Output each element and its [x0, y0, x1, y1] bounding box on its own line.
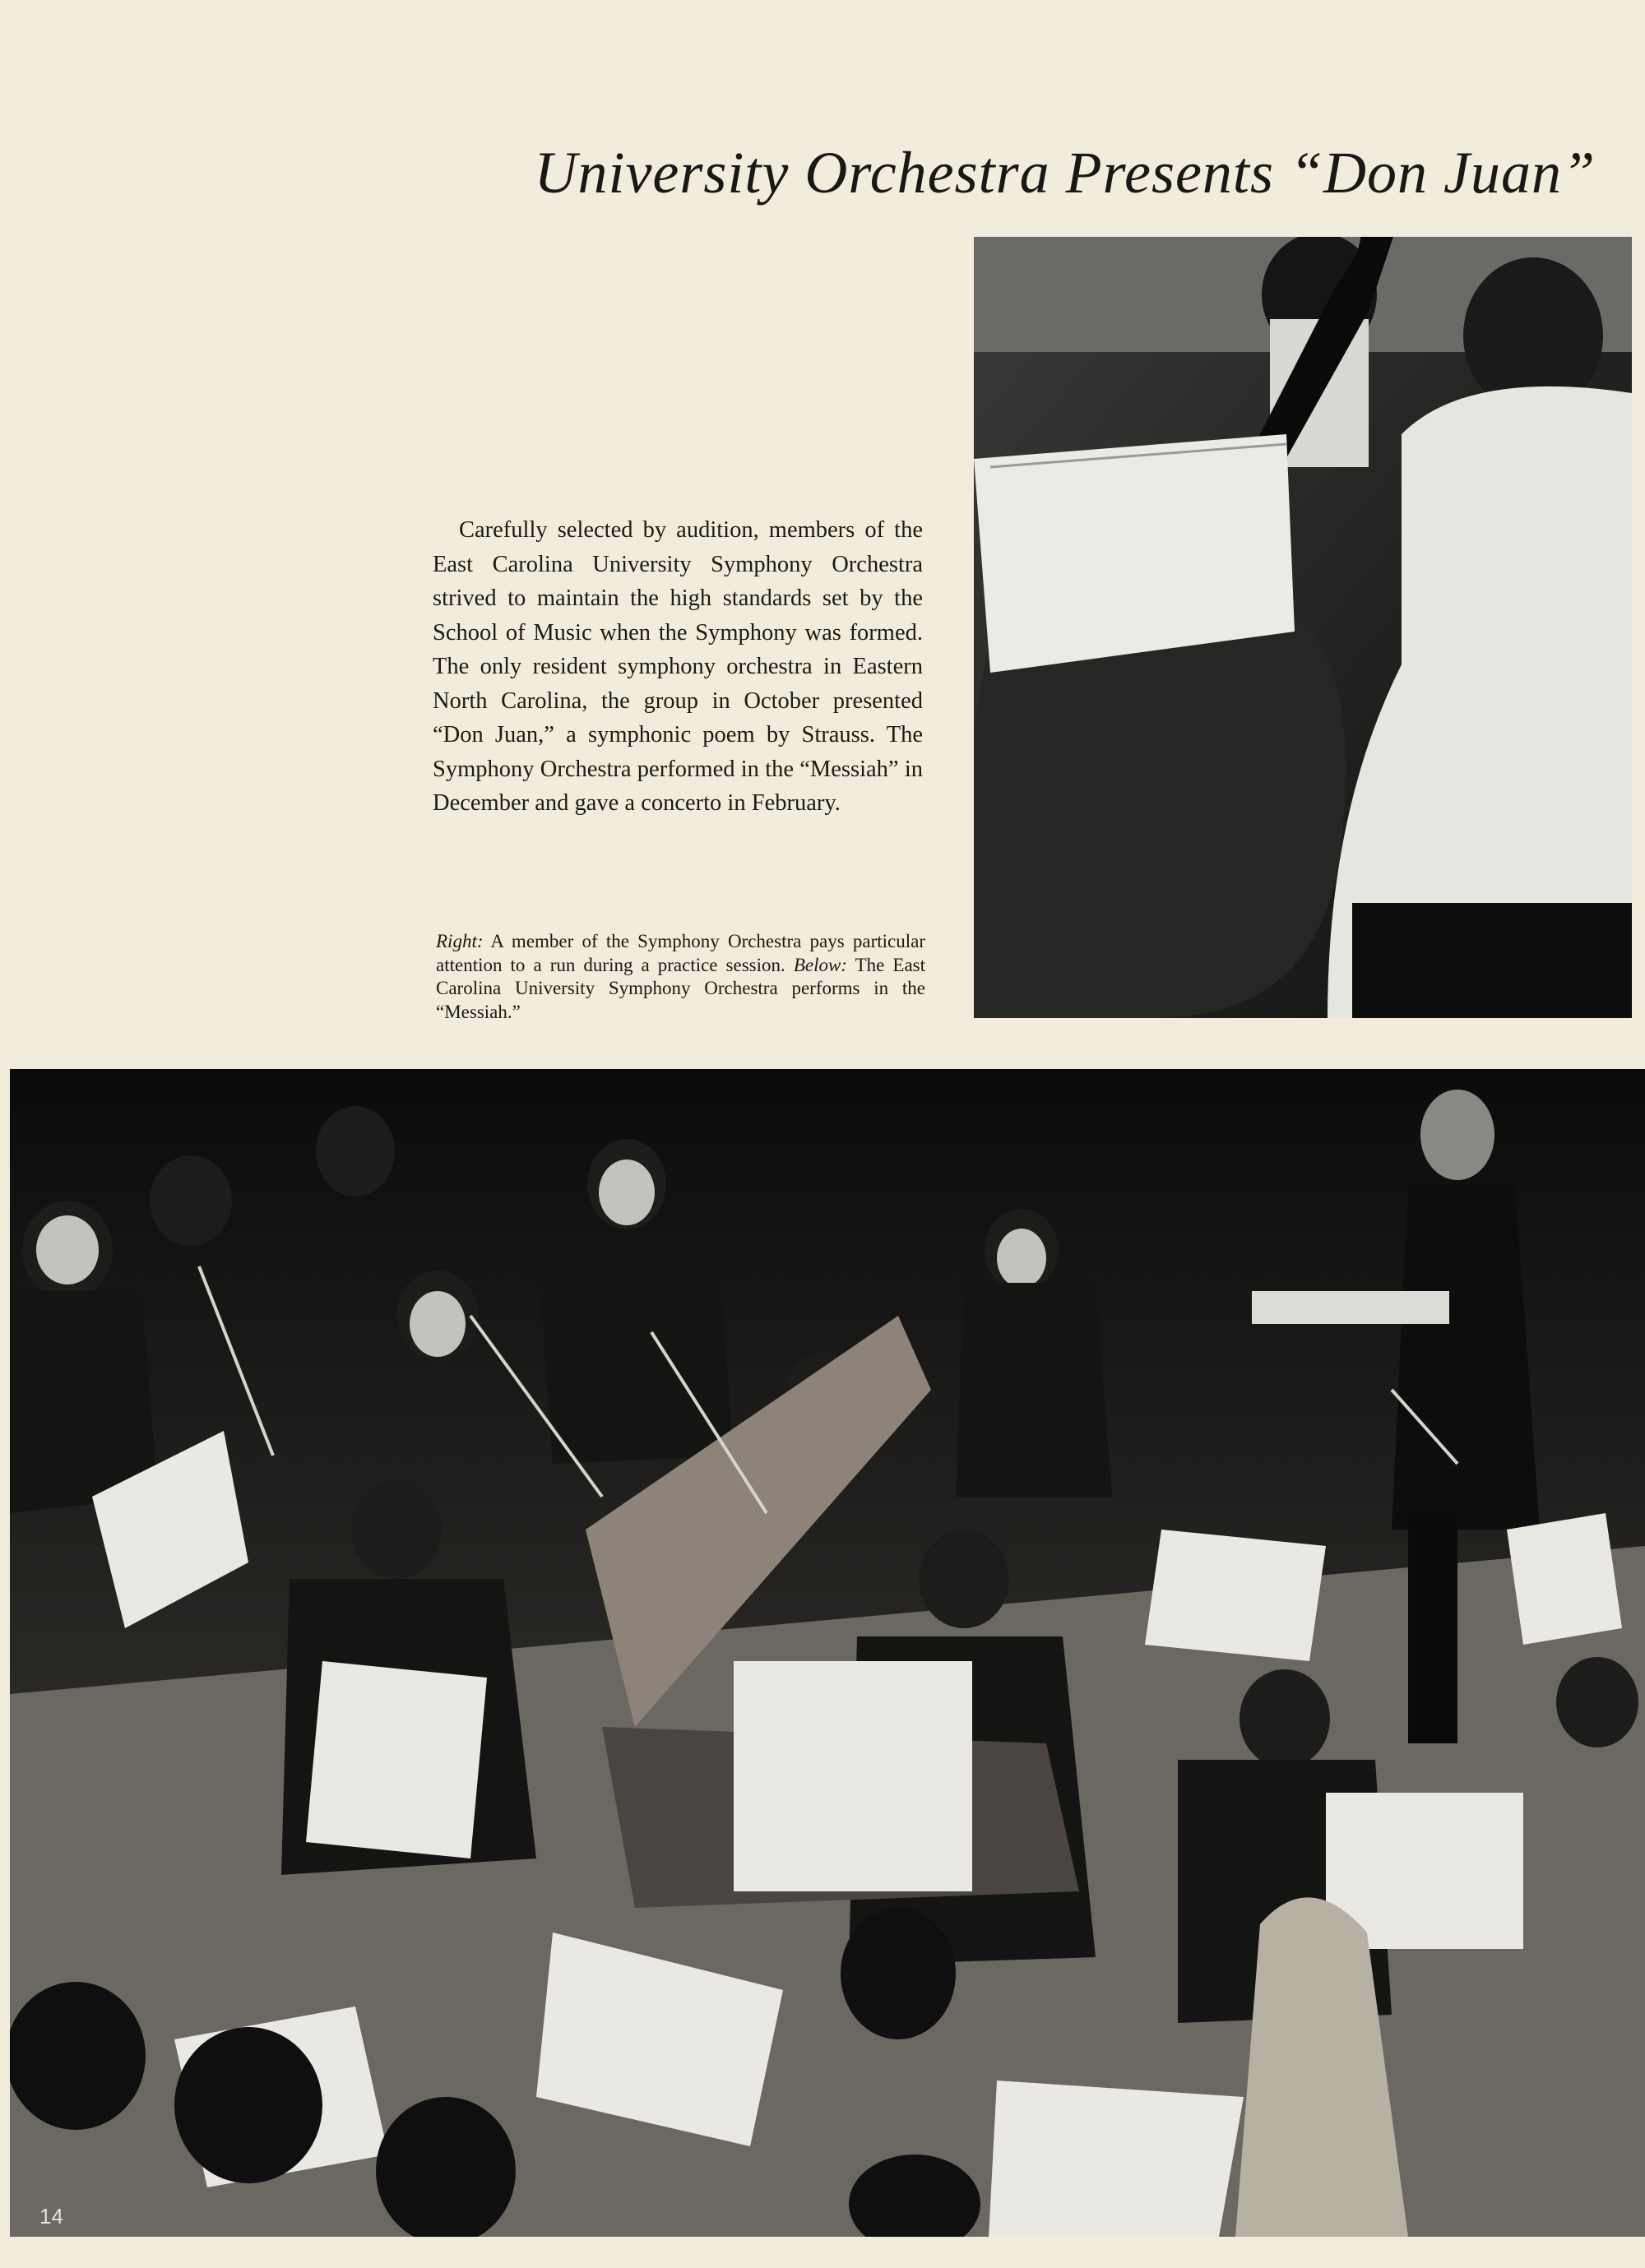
page-headline: University Orchestra Presents “Don Juan” [534, 140, 1596, 206]
caption-below-label: Below: [793, 954, 847, 975]
caption-below-text: The East Carolina University Symphony Orchestra performs in the “Messiah.” [436, 954, 925, 1022]
orchestra-photo-image [10, 1069, 1645, 2237]
photo-caption [436, 930, 925, 1024]
caption-right-text: A member of the Symphony Orchestra pays particular attention to a run during a practice session. [436, 931, 925, 975]
orchestra-photo [10, 1069, 1645, 2237]
page-number: 14 [39, 2204, 63, 2229]
caption-right-label: Right: [436, 931, 484, 951]
article-body: Carefully selected by audition, members of the East Carolina University Symphony Orchestra strived to maintain the high standards set by the School of Music when the Symphony was formed. The only resident symphony orchestra in Eastern North Carolina, the group in October presented “Don Juan,” a symphonic poem by Strauss. The Symphony Orchestra performed in the “Messiah” in December and gave a concerto in February. [433, 517, 923, 816]
bassist-photo [974, 237, 1632, 1018]
bassist-photo-image [974, 237, 1632, 1018]
